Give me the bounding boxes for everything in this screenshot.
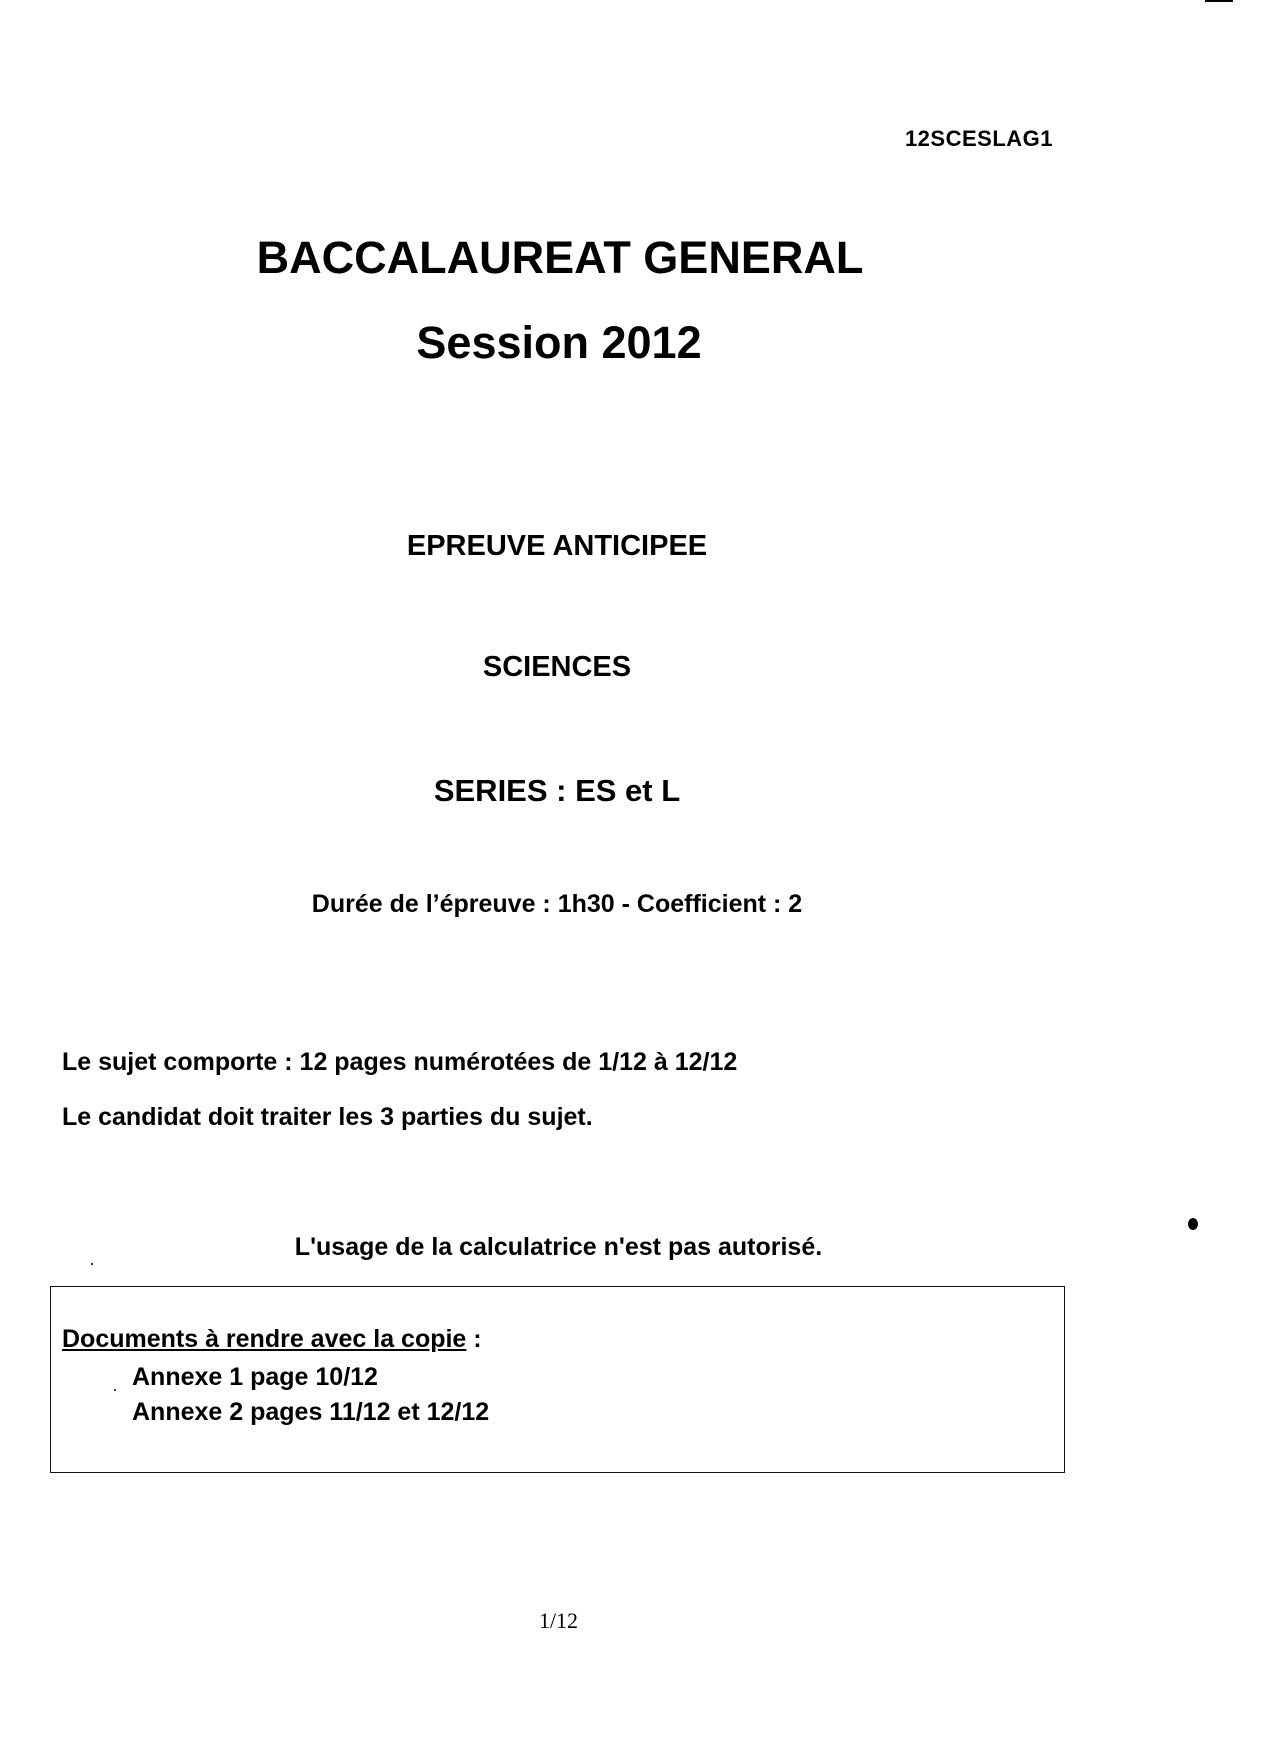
- annex-item: Annexe 2 pages 11/12 et 12/12: [132, 1398, 490, 1426]
- candidate-instruction: Le candidat doit traiter les 3 parties du sujet.: [62, 1103, 593, 1131]
- scan-dot: [91, 1263, 93, 1265]
- documents-heading-suffix: :: [466, 1325, 482, 1353]
- page-number: 1/12: [538, 1608, 579, 1633]
- exam-subject: SCIENCES: [482, 651, 632, 683]
- exam-duration: Durée de l’épreuve : 1h30 - Coefficient : 2: [311, 890, 803, 918]
- documents-box: [50, 1286, 1065, 1473]
- document-code: 12SCESLAG1: [904, 126, 1053, 151]
- exam-series: SERIES : ES et L: [433, 773, 681, 808]
- scan-dot: [114, 1389, 116, 1391]
- exam-type: EPREUVE ANTICIPEE: [406, 530, 708, 562]
- scan-mark: [1205, 0, 1233, 2]
- documents-heading-line: [62, 1325, 482, 1354]
- documents-heading: Documents à rendre avec la copie: [62, 1325, 467, 1353]
- page-count-info: Le sujet comporte : 12 pages numérotées de 1/12 à 12/12: [62, 1048, 738, 1076]
- exam-title: BACCALAUREAT GENERAL: [256, 232, 864, 283]
- scan-speck: [1188, 1218, 1198, 1230]
- session-year: Session 2012: [416, 317, 702, 368]
- annex-item: Annexe 1 page 10/12: [132, 1363, 378, 1391]
- calculator-notice: L'usage de la calculatrice n'est pas autorisé.: [294, 1233, 823, 1261]
